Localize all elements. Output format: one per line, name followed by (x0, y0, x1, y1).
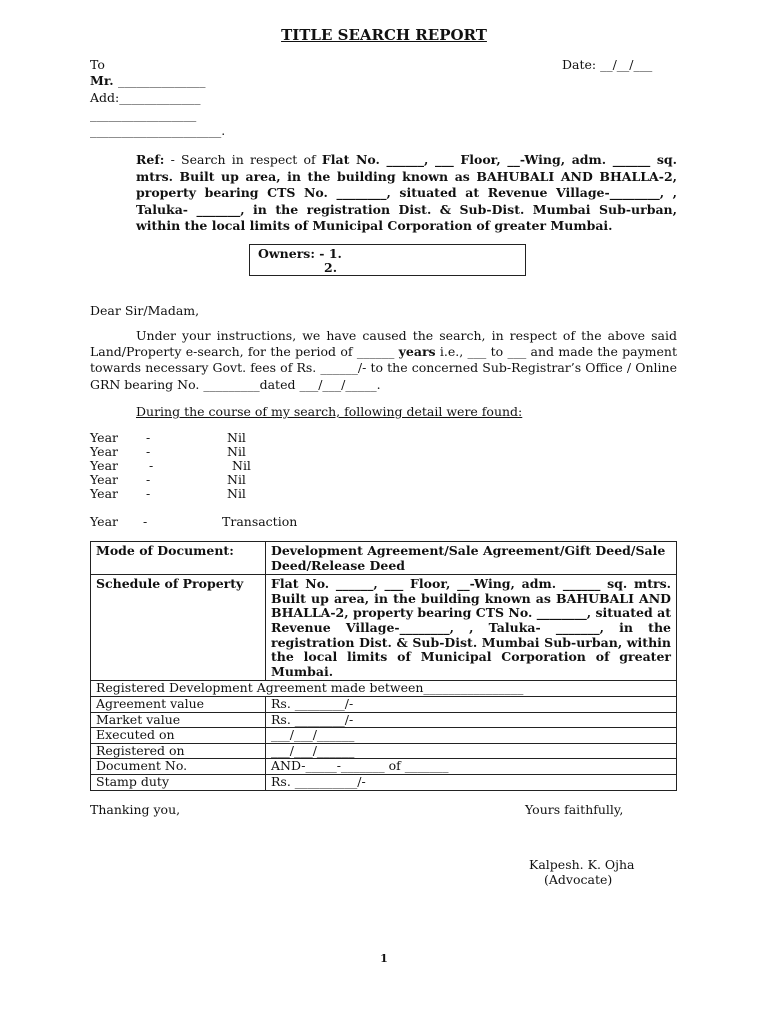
page-number: 1 (380, 952, 388, 965)
table-row (91, 696, 677, 712)
year-dash: - (149, 458, 154, 473)
table-row (91, 759, 677, 775)
mr-label: Mr. (90, 73, 118, 88)
address-mr (90, 73, 205, 88)
row-value: ___/___/______ (266, 728, 677, 744)
registered-between: Registered Development Agreement made between________________ (91, 681, 677, 697)
year-dash: - (146, 444, 151, 459)
add-blank: _____________ (119, 90, 201, 105)
row-value: ___/___/______ (266, 743, 677, 759)
instructions-part-2: i.e., ___ to ___ and made the payment towards necessary Govt. fees of Rs. ______/- to the concerned Sub-Registrar’s Office / Online GRN bearing No. _________dated ___/___/_____. (90, 344, 677, 392)
owners-box (249, 244, 526, 276)
document-title: TITLE SEARCH REPORT (281, 26, 487, 44)
table-row (91, 743, 677, 759)
found-heading: During the course of my search, following detail were found: (136, 404, 523, 419)
transaction-value: Transaction (222, 514, 298, 529)
year-label: Year (90, 486, 118, 501)
instructions-part-1: Under your instructions, we have caused the search, in respect of the above said Land/Property e-search, for the period of ______ (90, 328, 677, 360)
signatory-name: Kalpesh. K. Ojha (529, 857, 635, 872)
row-value: AND-_____-_______ of _______ (266, 759, 677, 775)
ref-intro: - Search in respect of (164, 152, 322, 167)
table-row (91, 575, 677, 681)
year-value: Nil (232, 458, 251, 473)
year-dash: - (146, 472, 151, 487)
reference-paragraph (136, 152, 677, 235)
table-row (91, 712, 677, 728)
table-row (91, 728, 677, 744)
row-label: Executed on (91, 728, 266, 744)
year-value: Nil (227, 444, 246, 459)
thanking-you: Thanking you, (90, 802, 181, 817)
address-to: To (90, 57, 105, 72)
row-label: Stamp duty (91, 774, 266, 790)
table-row (91, 681, 677, 697)
row-value: Rs. ________/- (266, 696, 677, 712)
transaction-year-label: Year (90, 514, 118, 529)
document-details-table (90, 541, 677, 791)
row-label: Document No. (91, 759, 266, 775)
year-label: Year (90, 458, 118, 473)
instructions-paragraph (90, 328, 677, 393)
owners-line-2: 2. (324, 260, 338, 275)
instructions-years: years (398, 344, 436, 360)
year-value: Nil (227, 486, 246, 501)
row-value: Rs. __________/- (266, 774, 677, 790)
year-dash: - (146, 430, 151, 445)
year-label: Year (90, 430, 118, 445)
transaction-dash: - (143, 514, 148, 529)
year-value: Nil (227, 472, 246, 487)
row-label: Registered on (91, 743, 266, 759)
date-line: Date: __/__/___ (562, 57, 653, 72)
year-value: Nil (227, 430, 246, 445)
table-row (91, 774, 677, 790)
schedule-label: Schedule of Property (91, 575, 266, 681)
address-line-4: _____________________. (90, 123, 226, 138)
owners-line-1: Owners: - 1. (258, 246, 342, 261)
salutation: Dear Sir/Madam, (90, 303, 200, 318)
row-value: Rs. ________/- (266, 712, 677, 728)
year-label: Year (90, 472, 118, 487)
ref-property-details: Flat No. ______, ___ Floor, __-Wing, adm. ______ sq. mtrs. Built up area, in the building known as BAHUBALI AND BHALLA-2, property bearing CTS No. ________, situated at Revenue Village-________, , Taluka- _______, in the registration Dist. & Sub-Dist. Mumbai Sub-urban, within the local limits of Municipal Corporation of greater Mumbai. (136, 152, 677, 233)
yours-faithfully: Yours faithfully, (525, 802, 624, 817)
year-dash: - (146, 486, 151, 501)
schedule-value: Flat No. ______, ___ Floor, __-Wing, adm. ______ sq. mtrs. Built up area, in the building known as BAHUBALI AND BHALLA-2, property bearing CTS No. ________, situated at Revenue Village-________, , Taluka- _______, in the registration Dist. & Sub-Dist. Mumbai Sub-urban, within the local limits of Municipal Corporation of greater Mumbai. (266, 575, 677, 681)
row-label: Market value (91, 712, 266, 728)
mode-value: Development Agreement/Sale Agreement/Gift Deed/Sale Deed/Release Deed (266, 542, 677, 575)
table-row (91, 542, 677, 575)
mode-label: Mode of Document: (91, 542, 266, 575)
address-add (90, 90, 201, 105)
add-label: Add: (90, 90, 120, 105)
address-line-3: _________________ (90, 107, 197, 122)
signatory-role: (Advocate) (544, 872, 613, 887)
row-label: Agreement value (91, 696, 266, 712)
year-label: Year (90, 444, 118, 459)
mr-blank: ______________ (117, 73, 206, 88)
ref-label: Ref: (136, 152, 165, 167)
